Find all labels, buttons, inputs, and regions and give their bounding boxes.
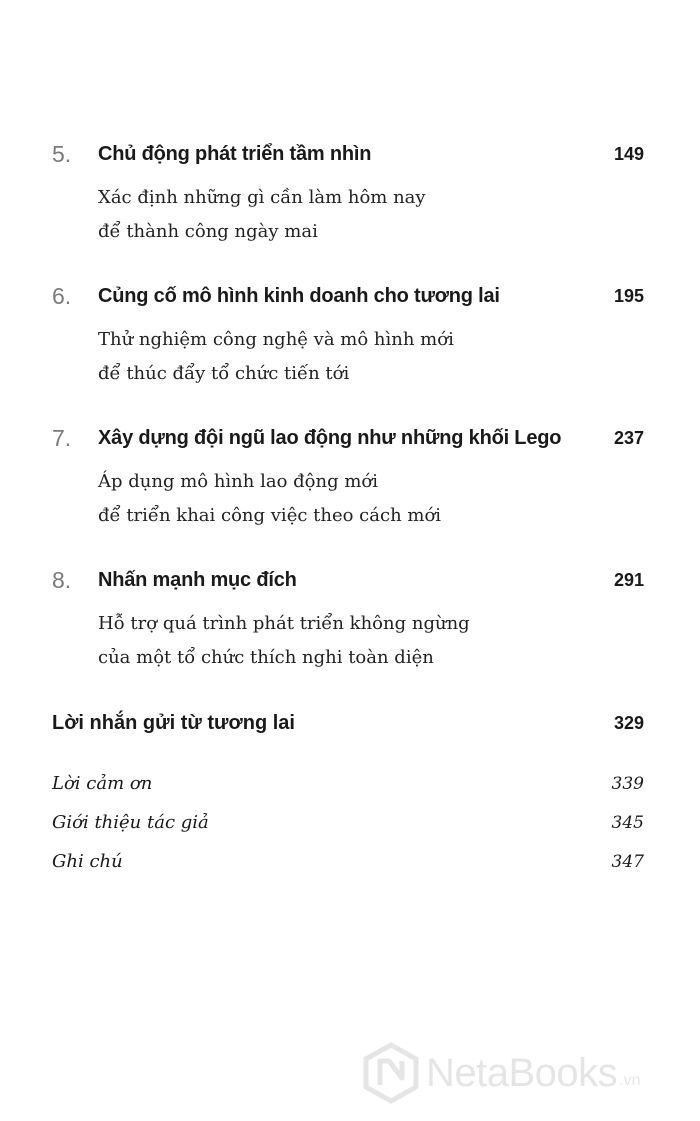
toc-chapter-5 (52, 137, 648, 249)
toc-chapter-7 (52, 421, 648, 533)
chapter-heading (52, 563, 648, 597)
chapter-number: 5. (52, 141, 72, 167)
chapter-title: Nhấn mạnh mục đích (98, 569, 297, 591)
chapter-number: 8. (52, 567, 72, 593)
chapter-page-number: 291 (613, 570, 644, 590)
chapter-subtitle-line: Áp dụng mô hình lao động mới (98, 471, 378, 492)
chapter-subtitle-line: để thúc đẩy tổ chức tiến tới (98, 363, 350, 384)
chapter-subtitle (98, 323, 648, 391)
appendix-title: Ghi chú (52, 851, 123, 872)
appendix-entry (52, 768, 648, 807)
netabooks-watermark (362, 1042, 641, 1104)
appendix-entry (52, 846, 648, 885)
toc-chapter-6 (52, 279, 648, 391)
chapter-subtitle (98, 181, 648, 249)
chapter-subtitle-line: để thành công ngày mai (98, 221, 318, 242)
appendix-title: Giới thiệu tác giả (52, 812, 209, 833)
toc-chapter-8 (52, 563, 648, 675)
netabooks-n-logo-icon (362, 1042, 420, 1104)
appendix-entry (52, 807, 648, 846)
chapter-number: 7. (52, 425, 72, 451)
appendix-page-number: 339 (611, 774, 644, 794)
chapter-title: Xây dựng đội ngũ lao động như những khối Lego (98, 427, 562, 449)
appendix-title: Lời cảm ơn (52, 773, 153, 794)
watermark-tld: .vn (619, 1072, 641, 1089)
chapter-heading (52, 421, 648, 455)
toc-epilogue (52, 706, 648, 740)
chapter-heading (52, 137, 648, 171)
chapter-subtitle-line: Hỗ trợ quá trình phát triển không ngừng (98, 613, 470, 634)
chapter-page-number: 195 (613, 286, 644, 306)
watermark-brand: NetaBooks (426, 1050, 618, 1095)
appendix-page-number: 345 (611, 813, 644, 833)
chapter-subtitle-line: của một tổ chức thích nghi toàn diện (98, 647, 434, 668)
chapter-number: 6. (52, 283, 72, 309)
epilogue-page-number: 329 (613, 713, 644, 733)
chapter-title: Củng cố mô hình kinh doanh cho tương lai (98, 285, 500, 307)
appendix-page-number: 347 (611, 852, 644, 872)
chapter-page-number: 149 (613, 144, 644, 164)
chapter-subtitle (98, 607, 648, 675)
toc-appendix (52, 768, 648, 885)
chapter-subtitle (98, 465, 648, 533)
chapter-subtitle-line: để triển khai công việc theo cách mới (98, 505, 442, 526)
chapter-subtitle-line: Xác định những gì cần làm hôm nay (98, 187, 426, 208)
chapter-page-number: 237 (613, 428, 644, 448)
epilogue-title: Lời nhắn gửi từ tương lai (52, 712, 295, 734)
chapter-title: Chủ động phát triển tầm nhìn (98, 143, 372, 165)
chapter-subtitle-line: Thử nghiệm công nghệ và mô hình mới (98, 329, 454, 350)
chapter-heading (52, 279, 648, 313)
